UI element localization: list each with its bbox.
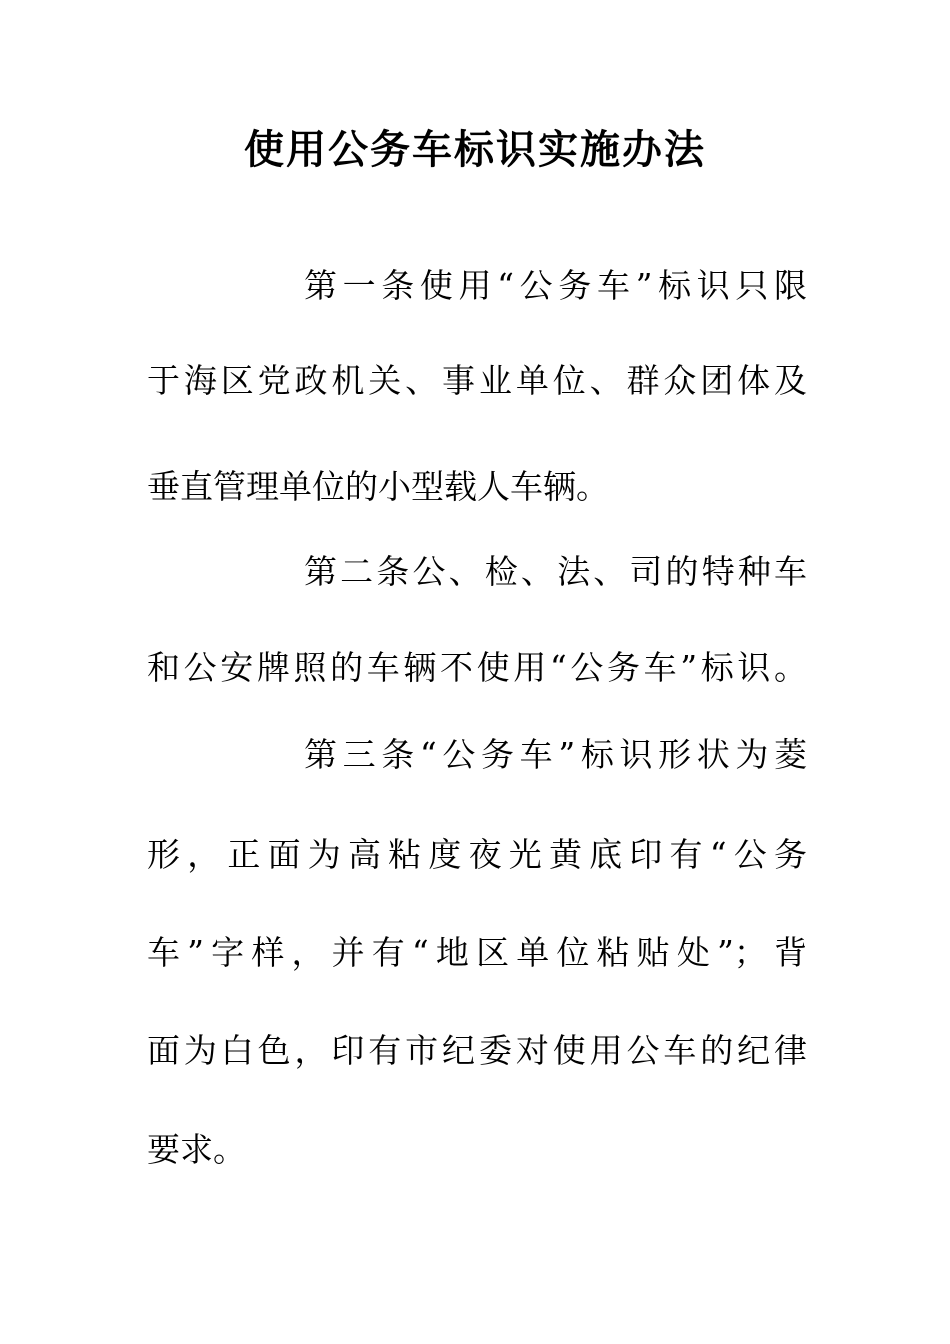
article-1-line-2: 于海区党政机关、事业单位、群众团体及 <box>147 361 807 400</box>
article-2-line-1: 第二条公、检、法、司的特种车 <box>304 552 807 591</box>
article-3-line-3: 车”字样，并有“地区单位粘贴处”；背 <box>147 933 807 972</box>
article-3-line-1: 第三条“公务车”标识形状为菱 <box>304 735 807 774</box>
article-1-line-3: 垂直管理单位的小型载人车辆。 <box>147 467 609 506</box>
document-title: 使用公务车标识实施办法 <box>244 126 706 173</box>
article-2-line-2: 和公安牌照的车辆不使用“公务车”标识。 <box>147 648 807 687</box>
article-3-line-2: 形，正面为高粘度夜光黄底印有“公务 <box>147 835 807 874</box>
article-1-line-1: 第一条使用“公务车”标识只限 <box>304 266 807 305</box>
article-3-line-5: 要求。 <box>147 1130 246 1169</box>
article-3-line-4: 面为白色，印有市纪委对使用公车的纪律 <box>147 1031 807 1070</box>
